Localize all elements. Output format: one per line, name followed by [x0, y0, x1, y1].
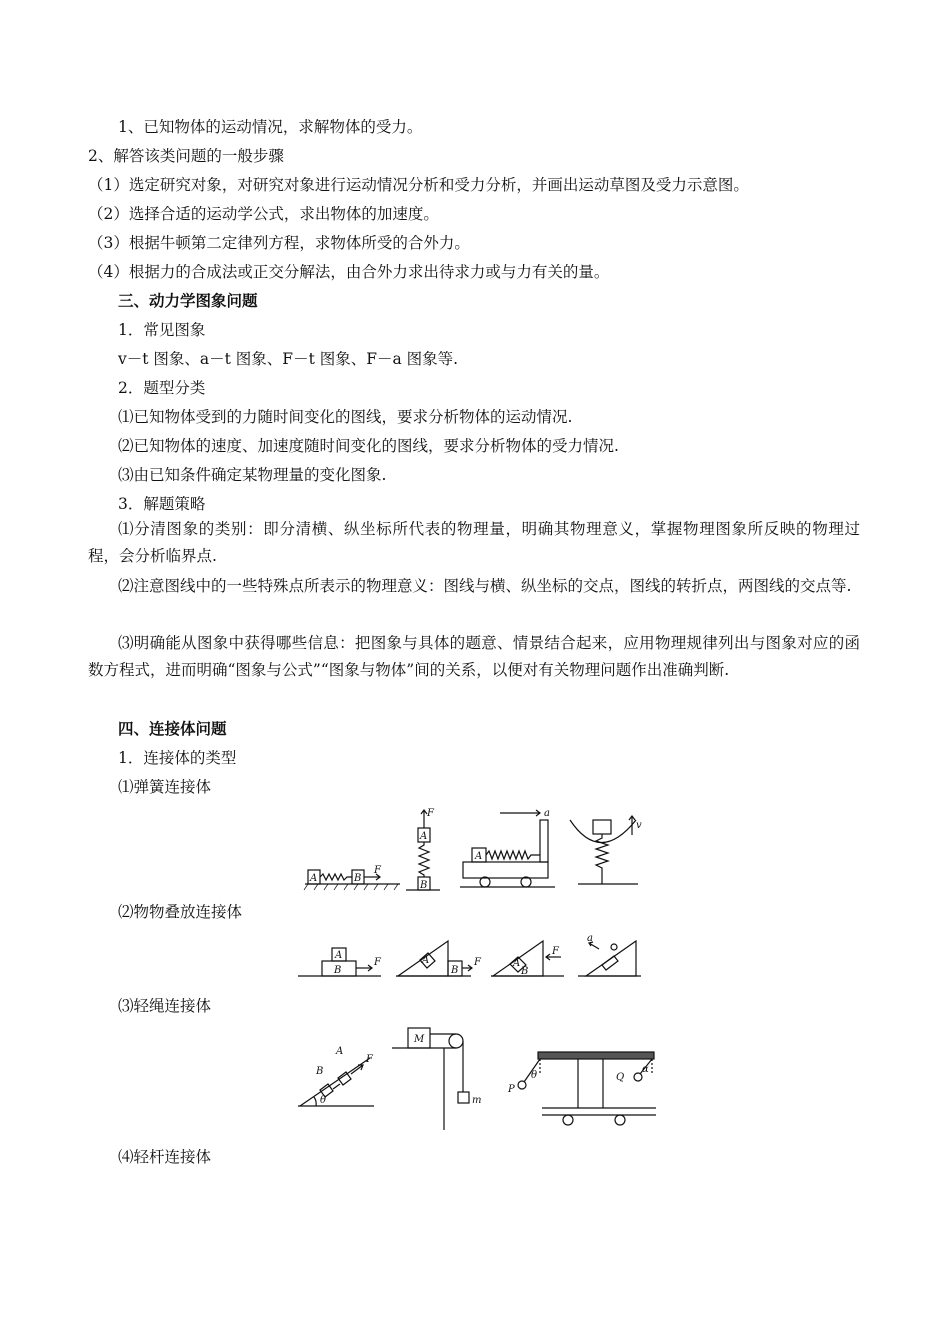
text-line: ⑵物物叠放连接体 — [118, 903, 243, 921]
text-line: ⑴弹簧连接体 — [118, 778, 212, 796]
label-b-text: B — [354, 873, 362, 884]
paragraph: ⑴分清图象的类别：即分清横、纵坐标所代表的物理量，明确其物理意义，掌握物理图象所反映的物理过程，会分析临界点. — [88, 520, 860, 565]
text-line: 2、解答该类问题的一般步骤 — [88, 147, 284, 165]
paragraph: ⑶明确能从图象中获得哪些信息：把图象与具体的题意、情景结合起来，应用物理规律列出与图象对应的函数方程式，进而明确“图象与公式”“图象与物体”间的关系，以便对有关物理问题作出准确判断. — [88, 634, 860, 679]
text-line: ⑶轻绳连接体 — [118, 997, 212, 1015]
label-b-text: B — [420, 880, 428, 891]
label-v-text: v — [636, 820, 642, 831]
rope-connection-figure — [296, 1022, 658, 1134]
text-line: ⑴已知物体受到的力随时间变化的图线，要求分析物体的运动情况. — [118, 408, 573, 426]
text-line: ⑶由已知条件确定某物理量的变化图象. — [118, 466, 387, 484]
label-a-text: A — [475, 851, 483, 862]
text-line: （1）选定研究对象，对研究对象进行运动情况分析和受力分析，并画出运动草图及受力示意图。 — [88, 176, 749, 194]
label-p-text: P — [508, 1084, 515, 1095]
paragraph: ⑵注意图线中的一些特殊点所表示的物理意义：图线与横、纵坐标的交点，图线的转折点，两图线的交点等. — [118, 577, 852, 595]
label-b-text: B — [521, 966, 529, 977]
text-line: 1．连接体的类型 — [118, 749, 237, 767]
label-f-text: F — [374, 957, 381, 968]
text-line: （2）选择合适的运动学公式，求出物体的加速度。 — [88, 205, 439, 223]
text-line: ⑷轻杆连接体 — [118, 1148, 212, 1166]
label-a-text: A — [310, 873, 318, 884]
label-b-text: B — [334, 965, 342, 976]
text-line: v－t 图象、a－t 图象、F－t 图象、F－a 图象等. — [118, 350, 459, 368]
label-f-text: F — [552, 946, 559, 957]
spring-connection-figure — [300, 800, 645, 896]
label-a-text: A — [335, 950, 343, 961]
label-f-text: F — [474, 957, 481, 968]
text-line: 1．常见图象 — [118, 321, 206, 339]
text-line: 1、已知物体的运动情况，求解物体的受力。 — [118, 118, 423, 136]
label-f-text: F — [427, 808, 434, 819]
label-q-text: Q — [616, 1072, 625, 1083]
label-a-text: A — [420, 831, 428, 842]
text-line: （3）根据牛顿第二定律列方程，求物体所受的合外力。 — [88, 234, 470, 252]
text-line: 2．题型分类 — [118, 379, 206, 397]
label-a-text: A — [422, 955, 430, 966]
label-f-text: F — [366, 1054, 373, 1065]
text-line: ⑵已知物体的速度、加速度随时间变化的图线，要求分析物体的受力情况. — [118, 437, 619, 455]
section-heading: 三、动力学图象问题 — [118, 291, 258, 310]
label-theta-text: θ — [531, 1070, 538, 1081]
label-m-small-text: m — [472, 1095, 482, 1106]
text-line: （4）根据力的合成法或正交分解法，由合外力求出待求力或与力有关的量。 — [88, 263, 610, 281]
section-heading: 四、连接体问题 — [118, 719, 227, 738]
label-acc-text: a — [587, 933, 593, 944]
label-m-big-text: M — [414, 1034, 425, 1045]
label-a-text: A — [513, 958, 521, 969]
label-f-text: F — [374, 865, 381, 876]
label-a-text: A — [336, 1046, 344, 1057]
label-alpha-text: α — [642, 1064, 649, 1075]
label-acc-text: a — [544, 808, 550, 819]
stacked-bodies-figure — [296, 933, 658, 983]
label-b-text: B — [451, 965, 459, 976]
text-line: 3．解题策略 — [118, 495, 206, 513]
label-b-text: B — [316, 1066, 324, 1077]
label-theta-text: θ — [320, 1095, 327, 1106]
